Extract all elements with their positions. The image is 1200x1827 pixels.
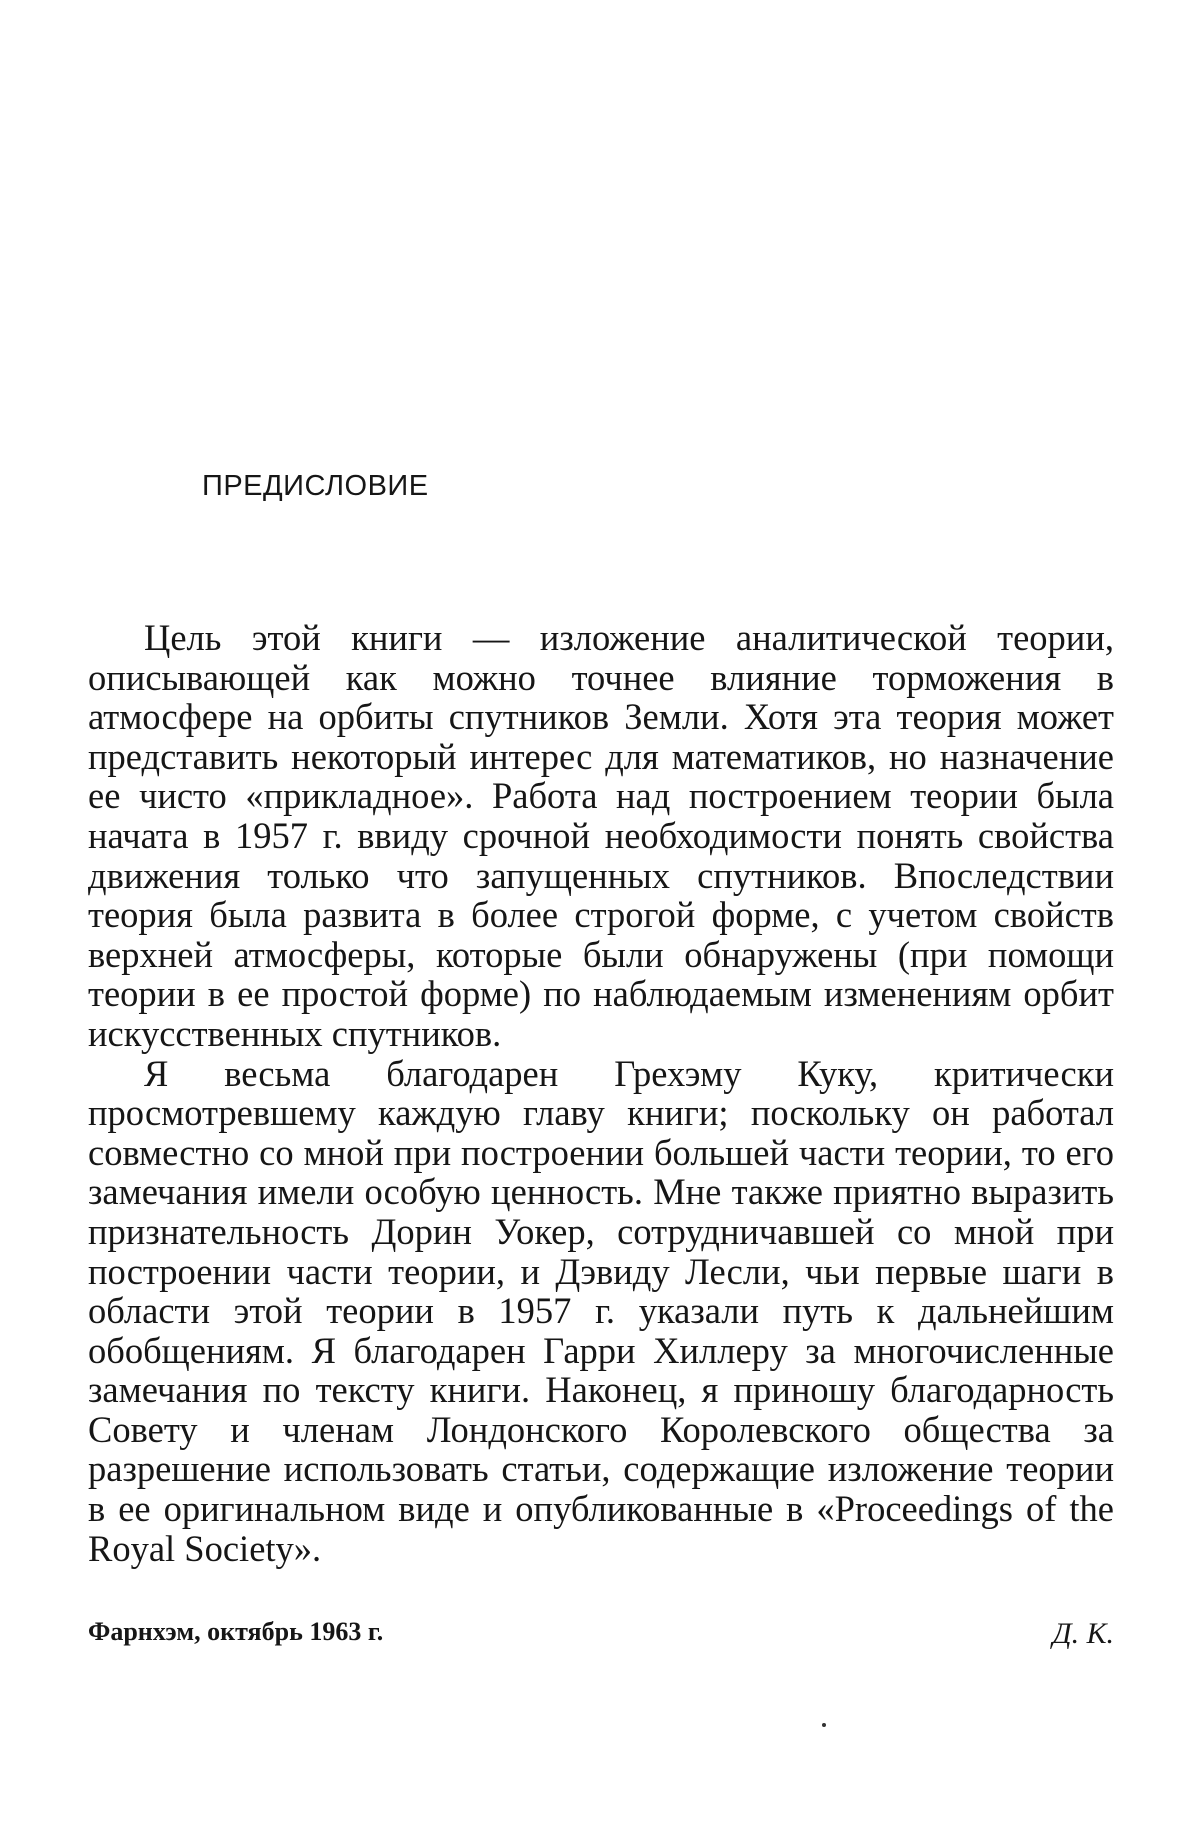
place-date: Фарнхэм, октябрь 1963 г.: [88, 1617, 384, 1646]
preface-body: [88, 618, 1114, 1568]
paragraph-2: Я весьма благодарен Грехэму Куку, критически просмотревшему каждую главу книги; поскольку он работал совместно со мной при построении большей части теории, то его замечания имели особую ценность. Мне также приятно выразить признательность Дорин Уокер, сотрудничавшей со мной при построении части теории, и Дэвиду Лесли, чьи первые шаги в области этой теории в 1957 г. указали путь к дальнейшим обобщениям. Я благодарен Гарри Хиллеру за многочисленные замечания по тексту книги. Наконец, я приношу благодарность Совету и членам Лондонского Королевского общества за разрешение использовать статьи, содержащие изложение теории в ее оригинальном виде и опубликованные в «Proceedings of the Royal Society».: [88, 1052, 1114, 1569]
page-title: ПРЕДИСЛОВИЕ: [202, 470, 429, 502]
paragraph-1: Цель этой книги — изложение аналитической теории, описывающей как можно точнее влияние торможения в атмосфере на орбиты спутников Земли. Хотя эта теория может представить некоторый интерес для математиков, но назначение ее чисто «прикладное». Работа над построением теории была начата в 1957 г. ввиду срочной необходимости понять свойства движения только что запущенных спутников. Впоследствии теория была развита в более строгой форме, с учетом свойств верхней атмосферы, которые были обнаружены (при помощи теории в ее простой форме) по наблюдаемым изменениям орбит искусственных спутников.: [88, 617, 1114, 1054]
author-initials: Д. К.: [1052, 1617, 1114, 1650]
print-speck: [822, 1723, 826, 1727]
signature-line: [88, 1617, 1114, 1651]
